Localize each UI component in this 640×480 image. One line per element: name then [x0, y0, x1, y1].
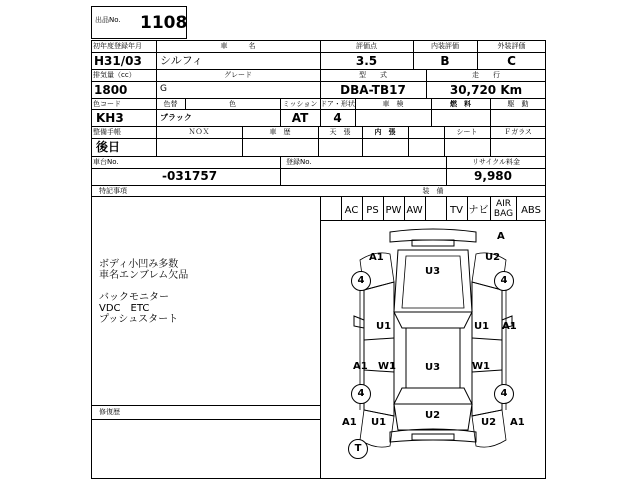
equip-ac: AC — [344, 205, 359, 216]
reg-no-label: 登録No. — [286, 158, 312, 166]
lot-label: 出品No. — [95, 16, 121, 24]
inspection-label: 車 検 — [382, 100, 404, 108]
tire-rear-right: 4 — [494, 384, 514, 404]
tire-front-left: 4 — [351, 271, 371, 291]
damage-left-front-door: U1 — [376, 321, 392, 332]
transmission-label: ミッション — [282, 100, 318, 108]
repair-history-label: 修復歴 — [99, 408, 120, 416]
rule — [91, 69, 546, 70]
rule — [91, 405, 320, 406]
interior-score-label: 内装評価 — [431, 42, 459, 50]
history-label: 車 歴 — [269, 128, 291, 136]
fuel-label: 燃 料 — [450, 100, 471, 108]
rule — [425, 196, 426, 220]
rule — [91, 419, 320, 420]
equip-aw: AW — [406, 205, 423, 216]
mileage-label: 走 行 — [472, 71, 500, 79]
score: 3.5 — [355, 54, 378, 68]
exterior-score-label: 外装評価 — [497, 42, 526, 50]
rule — [408, 126, 409, 156]
remark-line: バックモニター — [99, 292, 169, 303]
manual-label: 整備手帳 — [93, 128, 121, 136]
color-code-label: 色コード — [93, 100, 121, 108]
remark-line: 車名エンブレム欠品 — [99, 270, 189, 281]
remark-line: ボディ小凹み多数 — [99, 259, 179, 270]
damage-hood: U3 — [425, 266, 441, 277]
color-name: ブラック — [160, 113, 192, 122]
doors: 4 — [333, 111, 342, 125]
grade: G — [160, 84, 167, 94]
damage-front-right: U2 — [485, 252, 501, 263]
sunroof-label: 天 張 — [329, 128, 351, 136]
rule — [91, 185, 546, 186]
nox-label: ＮＯＸ — [188, 128, 210, 136]
remark-line: プッシュスタート — [99, 314, 179, 325]
damage-left-rear: A1 — [353, 361, 368, 372]
color-label: 色 — [229, 100, 236, 108]
damage-right-rear-door: W1 — [472, 361, 490, 372]
displacement-label: 排気量（cc） — [93, 71, 136, 79]
remark-line: VDC ETC — [99, 303, 150, 314]
displacement: 1800 — [94, 83, 128, 97]
damage-rear-left-corner: A1 — [342, 417, 357, 428]
rule — [91, 81, 546, 82]
remarks-list — [99, 259, 188, 325]
interior-score: B — [440, 54, 450, 68]
equip-navi: ナビ — [468, 205, 489, 216]
remarks-label: 特記事項 — [99, 187, 127, 195]
recycle-label: リサイクル料金 — [471, 158, 521, 166]
model-code: DBA-TB17 — [340, 83, 406, 97]
rule — [91, 196, 546, 197]
rule — [91, 156, 546, 157]
model-label: 型 式 — [359, 71, 387, 79]
equip-tv: TV — [450, 205, 463, 216]
recycle-fee: 9,980 — [474, 169, 512, 183]
damage-roof: U3 — [425, 362, 441, 373]
manual-status: 後日 — [96, 140, 121, 154]
equip-airbag: AIR BAG — [493, 199, 514, 219]
equip-abs: ABS — [521, 205, 541, 216]
damage-rear-left-bumper: U1 — [371, 417, 387, 428]
damage-rear-right-bumper: U2 — [481, 417, 497, 428]
mileage: 30,720 Km — [449, 83, 523, 97]
interior-trim-label: 内 張 — [374, 128, 396, 136]
exterior-score: C — [507, 54, 516, 68]
damage-right-side: A1 — [502, 321, 517, 332]
remark-line — [99, 281, 188, 292]
color-code: KH3 — [96, 111, 124, 125]
rule — [91, 109, 546, 110]
glass-label: Ｆガラス — [504, 128, 532, 136]
damage-rear-right-corner: A1 — [510, 417, 525, 428]
rule — [280, 156, 281, 185]
drive-label: 駆 動 — [507, 100, 529, 108]
transmission: AT — [291, 111, 309, 125]
damage-right-front-door: U1 — [474, 321, 490, 332]
damage-left-rear-door: W1 — [378, 361, 396, 372]
equip-ps: PS — [366, 205, 379, 216]
tire-rear-left: 4 — [351, 384, 371, 404]
damage-front-bumper: A — [497, 231, 505, 242]
equipment-label: 装 備 — [422, 187, 444, 195]
score-label: 評価点 — [356, 42, 377, 50]
doors-label: ドア・形状 — [320, 100, 355, 108]
grade-label: グレード — [224, 71, 252, 79]
chassis-number: -031757 — [162, 169, 218, 183]
reg-year: H31/03 — [94, 54, 142, 68]
reg-year-label: 初年度登録年月 — [93, 42, 142, 50]
damage-trunk: U2 — [425, 410, 441, 421]
seat-label: シート — [456, 128, 478, 136]
equip-pw: PW — [385, 205, 402, 216]
chassis-label: 車台No. — [93, 158, 119, 166]
color-type-label: 色替 — [163, 100, 178, 108]
lot-number: 1108 — [140, 13, 188, 33]
tire-front-right: 4 — [494, 271, 514, 291]
car-name-label: 車 名 — [220, 42, 256, 50]
damage-front-left: A1 — [369, 252, 384, 263]
trunk-mark: T — [348, 439, 368, 459]
car-name: シルフィ — [160, 54, 203, 67]
rule — [91, 98, 546, 99]
